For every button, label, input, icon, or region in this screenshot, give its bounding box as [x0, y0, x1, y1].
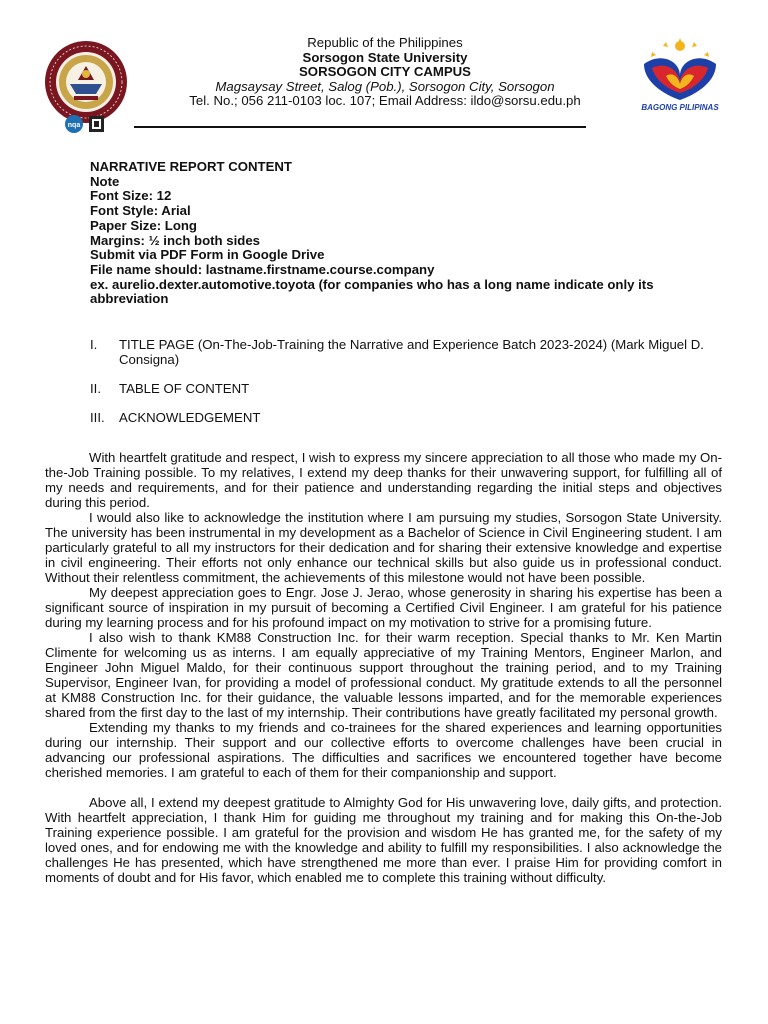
outline-text: ACKNOWLEDGEMENT [119, 410, 261, 425]
note-line: Font Style: Arial [90, 203, 191, 219]
note-line: Submit via PDF Form in Google Drive [90, 247, 325, 263]
letterhead [0, 0, 768, 140]
report-title: NARRATIVE REPORT CONTENT [90, 159, 292, 174]
report-instructions [90, 160, 730, 307]
header-divider [134, 126, 586, 128]
outline-number: III. [90, 410, 105, 425]
bagong-pilipinas-logo [630, 38, 730, 112]
contact-line: Tel. No.; 056 211-0103 loc. 107; Email Address: ildo@sorsu.edu.ph [189, 93, 581, 108]
paragraph: With heartfelt gratitude and respect, I wish to express my sincere appreciation to all those who made my On-the-Job Training possible. To my relatives, I extend my deep thanks for their unwavering support, for fulfilling all of my needs and requirements, and for their patience and understanding regarding the initial steps and objectives during this period. [45, 450, 722, 510]
outline-item [90, 381, 730, 396]
iso-text: nqa [67, 122, 81, 129]
note-line: File name should: lastname.firstname.course.company [90, 261, 435, 277]
paragraph: My deepest appreciation goes to Engr. Jose J. Jerao, whose generosity in sharing his expertise has been a significant source of inspiration in my pursuit of becoming a Certified Civil Engineer. I am grateful for his patience during my learning process and for his profound impact on my motivation to strive for a promising future. [45, 585, 722, 630]
outline-text: TABLE OF CONTENT [119, 381, 250, 396]
paragraph: Extending my thanks to my friends and co-trainees for the shared experiences and learning opportunities during our internship. Their support and our collective efforts to overcome challenges have been crucial in advancing our professional aspirations. The difficulties and sacrifices we encountered together have become cherished memories. I am grateful to each of them for their companionship and support. [45, 720, 722, 780]
republic-line: Republic of the Philippines [307, 35, 463, 50]
outline-number: I. [90, 337, 98, 352]
bagong-pilipinas-text: BAGONG PILIPINAS [641, 103, 719, 112]
note-line: Paper Size: Long [90, 217, 197, 233]
note-label: Note [90, 173, 120, 189]
letterhead-text [140, 36, 630, 109]
certification-logos [64, 114, 114, 134]
note-line: Margins: ½ inch both sides [90, 232, 260, 248]
outline-item [90, 410, 730, 425]
campus-name: SORSOGON CITY CAMPUS [299, 64, 471, 79]
outline-list [90, 337, 730, 439]
university-seal-logo [44, 40, 128, 124]
outline-number: II. [90, 381, 101, 396]
note-line: Font Size: 12 [90, 188, 172, 204]
university-name: Sorsogon State University [302, 49, 468, 65]
outline-item [90, 337, 730, 367]
campus-address: Magsaysay Street, Salog (Pob.), Sorsogon City, Sorsogon [215, 78, 555, 94]
note-line: ex. aurelio.dexter.automotive.toyota (for companies who has a long name indicate only its abbreviation [90, 276, 654, 307]
paragraph: I also wish to thank KM88 Construction Inc. for their warm reception. Special thanks to Mr. Ken Martin Climente for welcoming us as interns. I am equally appreciative of my Training Mentors, Engineer Marlon, and Engineer John Miguel Maldo, for their continuous support throughout the training period, and to my Training Supervisor, Engineer Ivan, for providing a model of professional conduct. My gratitude extends to all the personnel at KM88 Construction Inc. for their guidance, the valuable lessons imparted, and for the memorable experiences shared from the first day to the last of my internship. Their contributions have greatly facilitated my personal growth. [45, 630, 722, 720]
paragraph: Above all, I extend my deepest gratitude to Almighty God for His unwavering love, daily gifts, and protection. With heartfelt appreciation, I thank Him for guiding me throughout my training and for making this On-the-Job Training experience possible. I am grateful for the provision and wisdom He has granted me, for the safety of my loved ones, and for endowing me with the knowledge and ability to fulfill my responsibilities. I also acknowledge the challenges He has presented, which have strengthened me more than ever. I praise Him for providing comfort in moments of doubt and for His favor, which enabled me to complete this training without difficulty. [45, 795, 722, 885]
outline-text: TITLE PAGE (On-The-Job-Training the Narrative and Experience Batch 2023-2024) (Mark Miguel D. Consigna) [119, 337, 704, 367]
paragraph: I would also like to acknowledge the institution where I am pursuing my studies, Sorsogon State University. The university has been instrumental in my development as a Bachelor of Science in Civil Engineering student. I am particularly grateful to all my instructors for their dedication and for sharing their extensive knowledge and expertise in civil engineering. Their efforts not only enhance our technical skills but also guide us in professional conduct. Without their relentless commitment, the achievements of this milestone would not have been possible. [45, 510, 722, 585]
acknowledgement-body [45, 450, 722, 885]
